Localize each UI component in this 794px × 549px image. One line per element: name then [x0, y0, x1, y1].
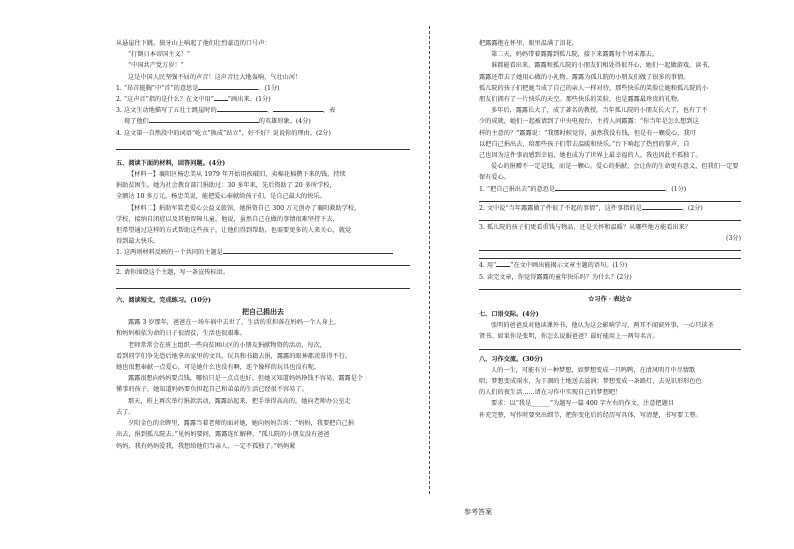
right-question-2: 2. 文中说“当年露露做了件很了不起的事情”，这件事指的是 。(2分) — [479, 204, 703, 212]
section-8-line: 补充完整，写作时要突出细节，把你变化后的经历写具体，写清楚，书写要工整。 — [479, 411, 702, 419]
material-line: 全额达 10 多万元。杨忠美说，能把爱心奉献给孩子们，是自己最大的快乐。 — [116, 193, 326, 201]
material-line: 但希望通过这样的方式帮助这些孩子，让他们得到帮助，也需要更多的人来关心，就觉 — [116, 227, 352, 235]
answer-line[interactable] — [116, 278, 410, 289]
story-line: 她也很想奉献一点爱心，可是她什么也没有啊，连个像样的玩具也没有呢。 — [116, 364, 321, 372]
question-score: (3分) — [726, 235, 741, 243]
answer-line[interactable] — [479, 214, 741, 221]
material-question-1: 1. 这两则材料反映的一个共同的主题是 — [116, 247, 410, 258]
intro-line: 从悬崖往下跳。狼牙山上响起了他们壮烈豪迈的口号声： — [116, 40, 271, 47]
right-column — [479, 38, 741, 421]
answer-line[interactable] — [479, 252, 741, 259]
answer-blank[interactable] — [214, 100, 228, 101]
story-line: 保有爱心。 — [479, 174, 510, 182]
section-7-title: 七、口语交际。(4分) — [479, 311, 539, 319]
question-3-cont: 现了他们 的英雄形象。(4分) — [124, 118, 311, 126]
section-8-line: 要求：以“我是______”为题写一篇 400 字左右的作文，注意把题目 — [491, 400, 674, 408]
story-line: 露露很想向妈妈要点钱，哪怕只是一点点也好。但她又知道妈妈挣钱不容易，露露是个 — [128, 375, 364, 383]
answer-line[interactable] — [479, 195, 741, 202]
story-title: 把自己捐出去 — [242, 307, 284, 317]
story-line: 以把自己捐出去，给那些孩子们带去温暖和快乐。”台下响起了热烈的掌声，自 — [479, 140, 690, 148]
story-line: 看到同学们争先恐后地拿出家里的文具、玩具和书籍去捐，露露的眼神都羡慕得不行。 — [116, 352, 352, 360]
answer-blank[interactable] — [642, 209, 682, 210]
answer-blank[interactable] — [198, 89, 258, 90]
story-line: 出去，捐到孤儿院去。”见妈妈要问，露露连忙解释，“孤儿院的小朋友没有爸爸 — [116, 431, 330, 439]
story-line: 夕阳金色的余晖里，露露当着老师的面对她，她向妈妈告诉：“妈妈，我要把自己捐 — [128, 420, 354, 428]
section-7-line: 贤书。如果你是张明，你怎么说服爸爸？最好能用上一两句名言。 — [479, 333, 659, 341]
story-line: 露露还带去了她用心做的小礼物。露露为孤儿院的小朋友们做了很多的事情。 — [479, 73, 690, 81]
answer-blank[interactable] — [555, 190, 665, 191]
section-banner: ☆习作 · 表达☆ — [588, 295, 632, 303]
material-line: 【材料二】捐助军装老爱心公益义旅馆，她捐资自己 300 万元创办了襄阳救助学校， — [128, 204, 361, 212]
story-line: 谁都能看出来，露露和孤儿院的小朋友们相处得很开心，她们一起做游戏，读书， — [491, 62, 714, 70]
answer-line[interactable] — [116, 259, 410, 266]
story-line: 样的主意的？”露露说：“我那时候觉得，虽然我没有钱，但是有一颗爱心，我可 — [479, 129, 696, 137]
story-line: 多年后，露露长大了，成了著名的教授。当年孤儿院的小朋友长大了，也有了不 — [491, 107, 708, 115]
answer-line[interactable] — [116, 139, 410, 150]
intro-line: 这是中国人民坚强不屈的声音！这声音壮大地轰响，气壮山河！ — [128, 73, 302, 81]
material-line: 学校，接纳自闭症以及其他智障儿童。他说，虽然自己在做的事情很难坚持下去， — [116, 215, 339, 223]
story-line: 老师常常会在班上组织一些向贫困山区的小朋友捐献物资的活动，每次， — [128, 341, 326, 349]
answer-line[interactable] — [479, 244, 741, 251]
story-line: 己也因为这件事而感到幸福，她也成为了世界上最幸福的人。我也因此不孤独了。 — [479, 152, 702, 160]
answer-line[interactable] — [479, 343, 741, 350]
question-2: 2. “这声音”指的是什么？在文中用“ ”画出来。(1分) — [116, 96, 271, 104]
story-line: 爱心的捐赠不一定是钱，而是一颗心。爱心的捐献，会让你的生命更有意义，但我们一定要 — [491, 163, 739, 171]
section-8-line: 的人们的夜生活……请在习作中实现自己的梦想吧！ — [479, 389, 622, 397]
story-line: 妈妈，我有妈妈爱我，我想给他们当亲人，一定不孤独了。”妈妈紧 — [116, 442, 296, 450]
question-3: 3. 这文生动地描写了五壮士跳崖时的 、 ，表 — [116, 107, 336, 115]
material-line: 得到最大快乐。 — [116, 238, 160, 246]
section-8-line: 唱；梦想变成雨水，为干涸的土地送去滋润；梦想变成一条路灯，去见识形形色色 — [479, 378, 702, 386]
material-question-2: 2. 请你围绕这个主题，写一条宣传标语。 — [116, 268, 230, 276]
column-divider — [429, 26, 431, 494]
answer-heading: 参考答案 — [464, 508, 492, 516]
section-8-line: 人的一生，可能有另一种梦想，如梦想变成一只鸣鸭，在清风明月中尽情歌 — [491, 366, 696, 374]
story-line: 露露 3 岁那年，爸爸在一场车祸中去世了，生活的重担落在妈妈一个人身上， — [128, 319, 341, 327]
answer-blank[interactable] — [149, 122, 259, 123]
answer-blank[interactable] — [223, 253, 393, 254]
story-line: 去了。 — [116, 408, 135, 416]
question-4: 4. 这文第一自然段中的词语“屹立”换成“站立”，好不好？说说你的理由。(2分) — [116, 129, 331, 137]
question-1: 1. “昂首挺胸”中“首”的意思是 。(1分) — [116, 84, 280, 92]
answer-blank[interactable] — [217, 111, 267, 112]
story-line: 朋友们拥有了一片快乐的天空。那些快乐的笑脸，也是露露最珍贵的礼物。 — [479, 96, 684, 104]
right-question-1: 1. “把自己捐出去”的意思是 。(1分) — [479, 185, 687, 193]
material-line: 捐助贫困生。她为社会教育部门捐助过：30 多年来，先后资助了 20 多所学校， — [116, 182, 336, 190]
right-question-3: 3. 孤儿院的孩子们更看重钱与物品，还是关怀和温暖？从哪些地方能看出来？ — [479, 224, 692, 232]
section-8-title: 八、习作交流。(30分) — [479, 355, 543, 363]
story-line: 和妈妈相依为命的日子很清贫，生活也很艰难。 — [116, 330, 246, 338]
story-line: 第二天，妈妈带着露露到孤儿院，接下来露露每个周末都去。 — [491, 51, 659, 59]
story-line: 少的成就，她们一起被请到了中央电视台，主持人问露露：“你当年是怎么想到这 — [479, 118, 699, 126]
answer-blank[interactable] — [273, 111, 323, 112]
section-6-title: 六、阅读短文，完成练习。(10分) — [116, 296, 211, 304]
story-line: 孤儿院的孩子们把她当成了自己的亲人一样对待，那些快乐的笑脸让她和孤儿院的小 — [479, 84, 708, 92]
right-question-5: 5. 读完文章，你觉得露露的童年快乐吗？为什么？(2分) — [479, 273, 632, 281]
left-column — [116, 38, 410, 452]
story-line: 懂事的孩子，她知道妈妈要负担起自己和弟弟的生活已经很不容易了。 — [116, 386, 308, 394]
section-7-line: 张明的爸爸反对他读课外书，他认为这会影响学习，两耳不闻窗外事，一心只读圣 — [491, 322, 714, 330]
intro-line: “打倒日本帝国主义！” — [128, 51, 191, 59]
story-line: 把露露抱在怀里，眼里温满了泪花。 — [479, 40, 578, 47]
right-question-4: 4. 用“ ”在文中画出能揭示文章主题的语句。(1分) — [479, 262, 628, 270]
answer-blank[interactable] — [496, 266, 510, 267]
material-line: 【材料一】襄阳区杨忠美从 1979 年开始用挨破旧，卖棉花棉攒下来的钱，持续 — [128, 171, 346, 179]
intro-line: “中国共产党万岁！” — [128, 62, 184, 70]
story-line: 那天，班上再次举行捐款活动，露露站起来，把手举得高高的，她向老师办公室走 — [128, 397, 351, 405]
section-5-title: 五、阅读下面的材料，回答问题。(4分) — [116, 159, 226, 167]
answer-line[interactable] — [479, 283, 741, 290]
